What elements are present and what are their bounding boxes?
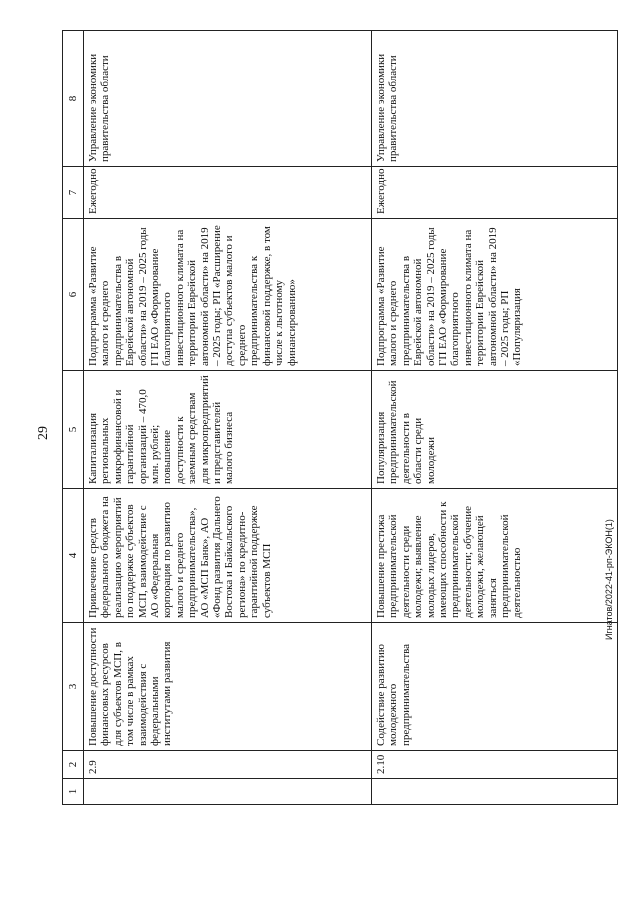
column-header: 4 (63, 489, 84, 623)
program-source: Подпрограмма «Развитие малого и среднего предпринимательства в Еврейской автономной области» на 2019 – 2025 годы ГП ЕАО «Формирование благоприятного инвестиционного климата на территории Еврейской автономной области» на 2019 – 2025 годы; РП «Популяризация (372, 219, 618, 371)
program-source: Подпрограмма «Развитие малого и среднего предпринимательства в Еврейской автономной области» на 2019 – 2025 годы ГП ЕАО «Формирование благоприятного инвестиционного климата на территории Еврейской автономной области» на 2019 – 2025 годы; РП «Расширение доступа субъектов малого и среднего предпринимательства к финансовой поддержке, в том числе к льготному финансированию» (84, 219, 372, 371)
deadline: Ежегодно (372, 167, 618, 219)
table-row (84, 31, 372, 805)
header-row (63, 31, 84, 805)
responsible: Управление экономики правительства области (84, 31, 372, 167)
responsible: Управление экономики правительства области (372, 31, 618, 167)
expected-result: Капитализация региональных микрофинансовой и гарантийной организаций – 470,0 млн. рублей; повышение доступности к заемным средствам для микропредприятий и представителей малого бизнеса (84, 371, 372, 489)
column-header: 3 (63, 623, 84, 751)
column-header: 5 (63, 371, 84, 489)
expected-result: Популяризация предпринимательской деятельности в области среди молодежи (372, 371, 618, 489)
row-cell-col1 (84, 779, 372, 805)
table-row (372, 31, 618, 805)
plan-table (62, 30, 618, 805)
rotated-table-container (62, 31, 618, 805)
column-header: 1 (63, 779, 84, 805)
column-header: 2 (63, 751, 84, 779)
measures: Повышение престижа предпринимательской деятельности среди молодежи; выявление молодых лидеров, имеющих способности к предпринимательской деятельности; обучение молодежи, желающей заняться предпринимательской деятельностью (372, 489, 618, 623)
item-number: 2.10 (372, 751, 618, 779)
document-code: Игнатов/2022-41-рп-ЭКОН(1) (604, 519, 614, 640)
item-number: 2.9 (84, 751, 372, 779)
task-name: Повышение доступности финансовых ресурсов для субъектов МСП, в том числе в рамках взаимодействия с федеральными институтами развития (84, 623, 372, 751)
column-header: 7 (63, 167, 84, 219)
column-header: 6 (63, 219, 84, 371)
row-cell-col1 (372, 779, 618, 805)
page-number: 29 (36, 426, 51, 440)
measures: Привлечение средств федерального бюджета на реализацию мероприятий по поддержке субъектов МСП, взаимодействие с АО «Федеральная корпорация по развитию малого и среднего предпринимательства», АО «МСП Банк», АО «Фонд развития Дальнего Востока и Байкальского региона» по кредитно-гарантийной поддержке субъектов МСП (84, 489, 372, 623)
deadline: Ежегодно (84, 167, 372, 219)
column-header: 8 (63, 31, 84, 167)
task-name: Содействие развитию молодежного предпринимательства (372, 623, 618, 751)
